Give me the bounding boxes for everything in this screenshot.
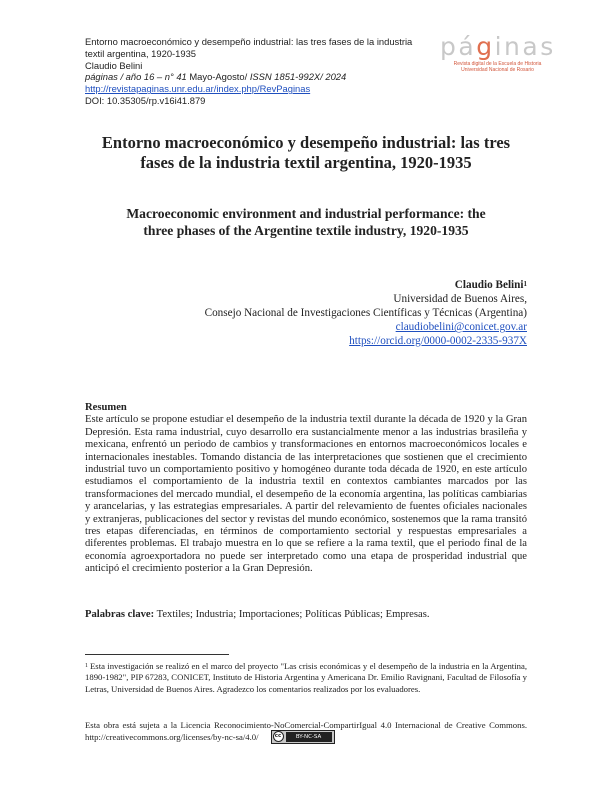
header-doi: DOI: 10.35305/rp.v16i41.879 xyxy=(85,94,206,106)
citation-header xyxy=(85,36,445,107)
cc-license-badge[interactable] xyxy=(271,730,335,744)
footnote-mark: 1 xyxy=(85,663,88,669)
author-name: Claudio Belini xyxy=(454,279,524,291)
article-title-english xyxy=(85,205,527,239)
author-footnote-mark[interactable]: 1 xyxy=(523,280,527,288)
header-journal-issn: ISSN 1851-992X/ 2024 xyxy=(249,71,347,83)
article-title-line1: Entorno macroeconómico y desempeño industrial: las tres xyxy=(101,133,511,152)
keywords-line xyxy=(85,608,527,621)
header-title-line1: Entorno macroeconómico y desempeño industrial: las tres fases de la industria xyxy=(85,36,413,47)
keywords-label: Palabras clave: xyxy=(85,609,155,620)
header-journal-period: Mayo-Agosto/ xyxy=(186,71,250,83)
author-email-link[interactable]: claudiobelini@conicet.gov.ar xyxy=(395,321,527,333)
author-orcid-link[interactable]: https://orcid.org/0000-0002-2335-937X xyxy=(349,335,527,347)
abstract-text: Este artículo se propone estudiar el desempeño de la industria textil durante la década de 1920 y la Gran Depresión. Esta rama industrial, cuyo desarrollo era sustancialmente menor a las industrias brasileña y mexicana, enfrentó un periodo de cambios y transformaciones en entornos macroeconómicos locales e internacionales inestables. Tomando distancia de las interpretaciones que sostienen que el crecimiento industrial tuvo un comportamiento positivo y homogéneo durante toda década de 1920, en este artículo estudiamos el comportamiento de la industria textil en contextos cambiantes marcados por las transformaciones del mercado mundial, el desempeño de la economía argentina, las políticas cambiarias y arancelarias, y las estrategias empresariales. A partir del relevamiento de fuentes oficiales nacionales y extranjeras, publicaciones del sector y revistas del mundo económico, sostenemos que la rama transitó tres etapas diferenciadas, en términos de comportamiento sectorial y respuestas empresariales a diferentes problemas. El trabajo muestra en lo que se refiere a la rama textil, que el periodo final de la economía agroexportadora no puede ser interpretado como una etapa de prosperidad industrial que anticipó el crecimiento posterior a la Gran Depresión. xyxy=(85,414,527,575)
logo-tagline-1: Revista digital de la Escuela de Historia xyxy=(453,61,542,67)
footnote-text: Esta investigación se realizó en el marco del proyecto "Las crisis económicas y el desempeño de la industria en la Argentina, 1890-1982", PIP 67283, CONICET, Instituto de Historia Argentina y Americana Dr. Emilio Ravignani, Facultad de Filosofía y Letras, Universidad de Buenos Aires. Agradezco los comentarios realizados por los evaluadores. xyxy=(85,661,527,694)
journal-url-link[interactable]: http://revistapaginas.unr.edu.ar/index.php/RevPaginas xyxy=(85,83,311,95)
english-title-line2: three phases of the Argentine textile industry, 1920-1935 xyxy=(143,223,469,238)
article-title xyxy=(85,133,527,173)
journal-logo xyxy=(440,34,555,74)
author-block xyxy=(140,278,527,348)
abstract-section xyxy=(85,402,527,576)
logo-word-a: pá xyxy=(440,32,477,61)
header-author: Claudio Belini xyxy=(85,59,143,71)
author-affiliation-2: Consejo Nacional de Investigaciones Científicas y Técnicas (Argentina) xyxy=(204,307,527,319)
header-title-line2: textil argentina, 1920-1935 xyxy=(85,47,197,59)
footnote xyxy=(85,661,527,695)
logo-word-b: inas xyxy=(494,32,556,61)
english-title-line1: Macroeconomic environment and industrial performance: the xyxy=(126,206,486,221)
logo-tagline-2: Universidad Nacional de Rosario xyxy=(461,67,534,74)
author-affiliation-1: Universidad de Buenos Aires, xyxy=(393,293,527,305)
article-title-line2: fases de la industria textil argentina, 1920-1935 xyxy=(140,153,472,172)
abstract-heading: Resumen xyxy=(85,402,127,413)
header-journal xyxy=(85,71,445,83)
logo-word-mark: g xyxy=(476,32,495,61)
cc-badge-label: BY-NC-SA xyxy=(286,732,332,742)
header-journal-volume: páginas / año 16 – n° 41 xyxy=(85,71,187,83)
footnote-divider xyxy=(85,654,229,655)
license-text: Esta obra está sujeta a la Licencia Reconocimiento-NoComercial-CompartirIgual 4.0 Internacional de Creative Commons. http://creativecommons.org/licenses/by-nc-sa/4.0/ xyxy=(85,720,527,743)
logo-wordmark xyxy=(440,34,555,60)
author-name-line xyxy=(140,278,527,292)
cc-icon: cc xyxy=(273,731,284,742)
license-notice xyxy=(85,720,527,745)
keywords-text: Textiles; Industria; Importaciones; Políticas Públicas; Empresas. xyxy=(154,609,430,620)
